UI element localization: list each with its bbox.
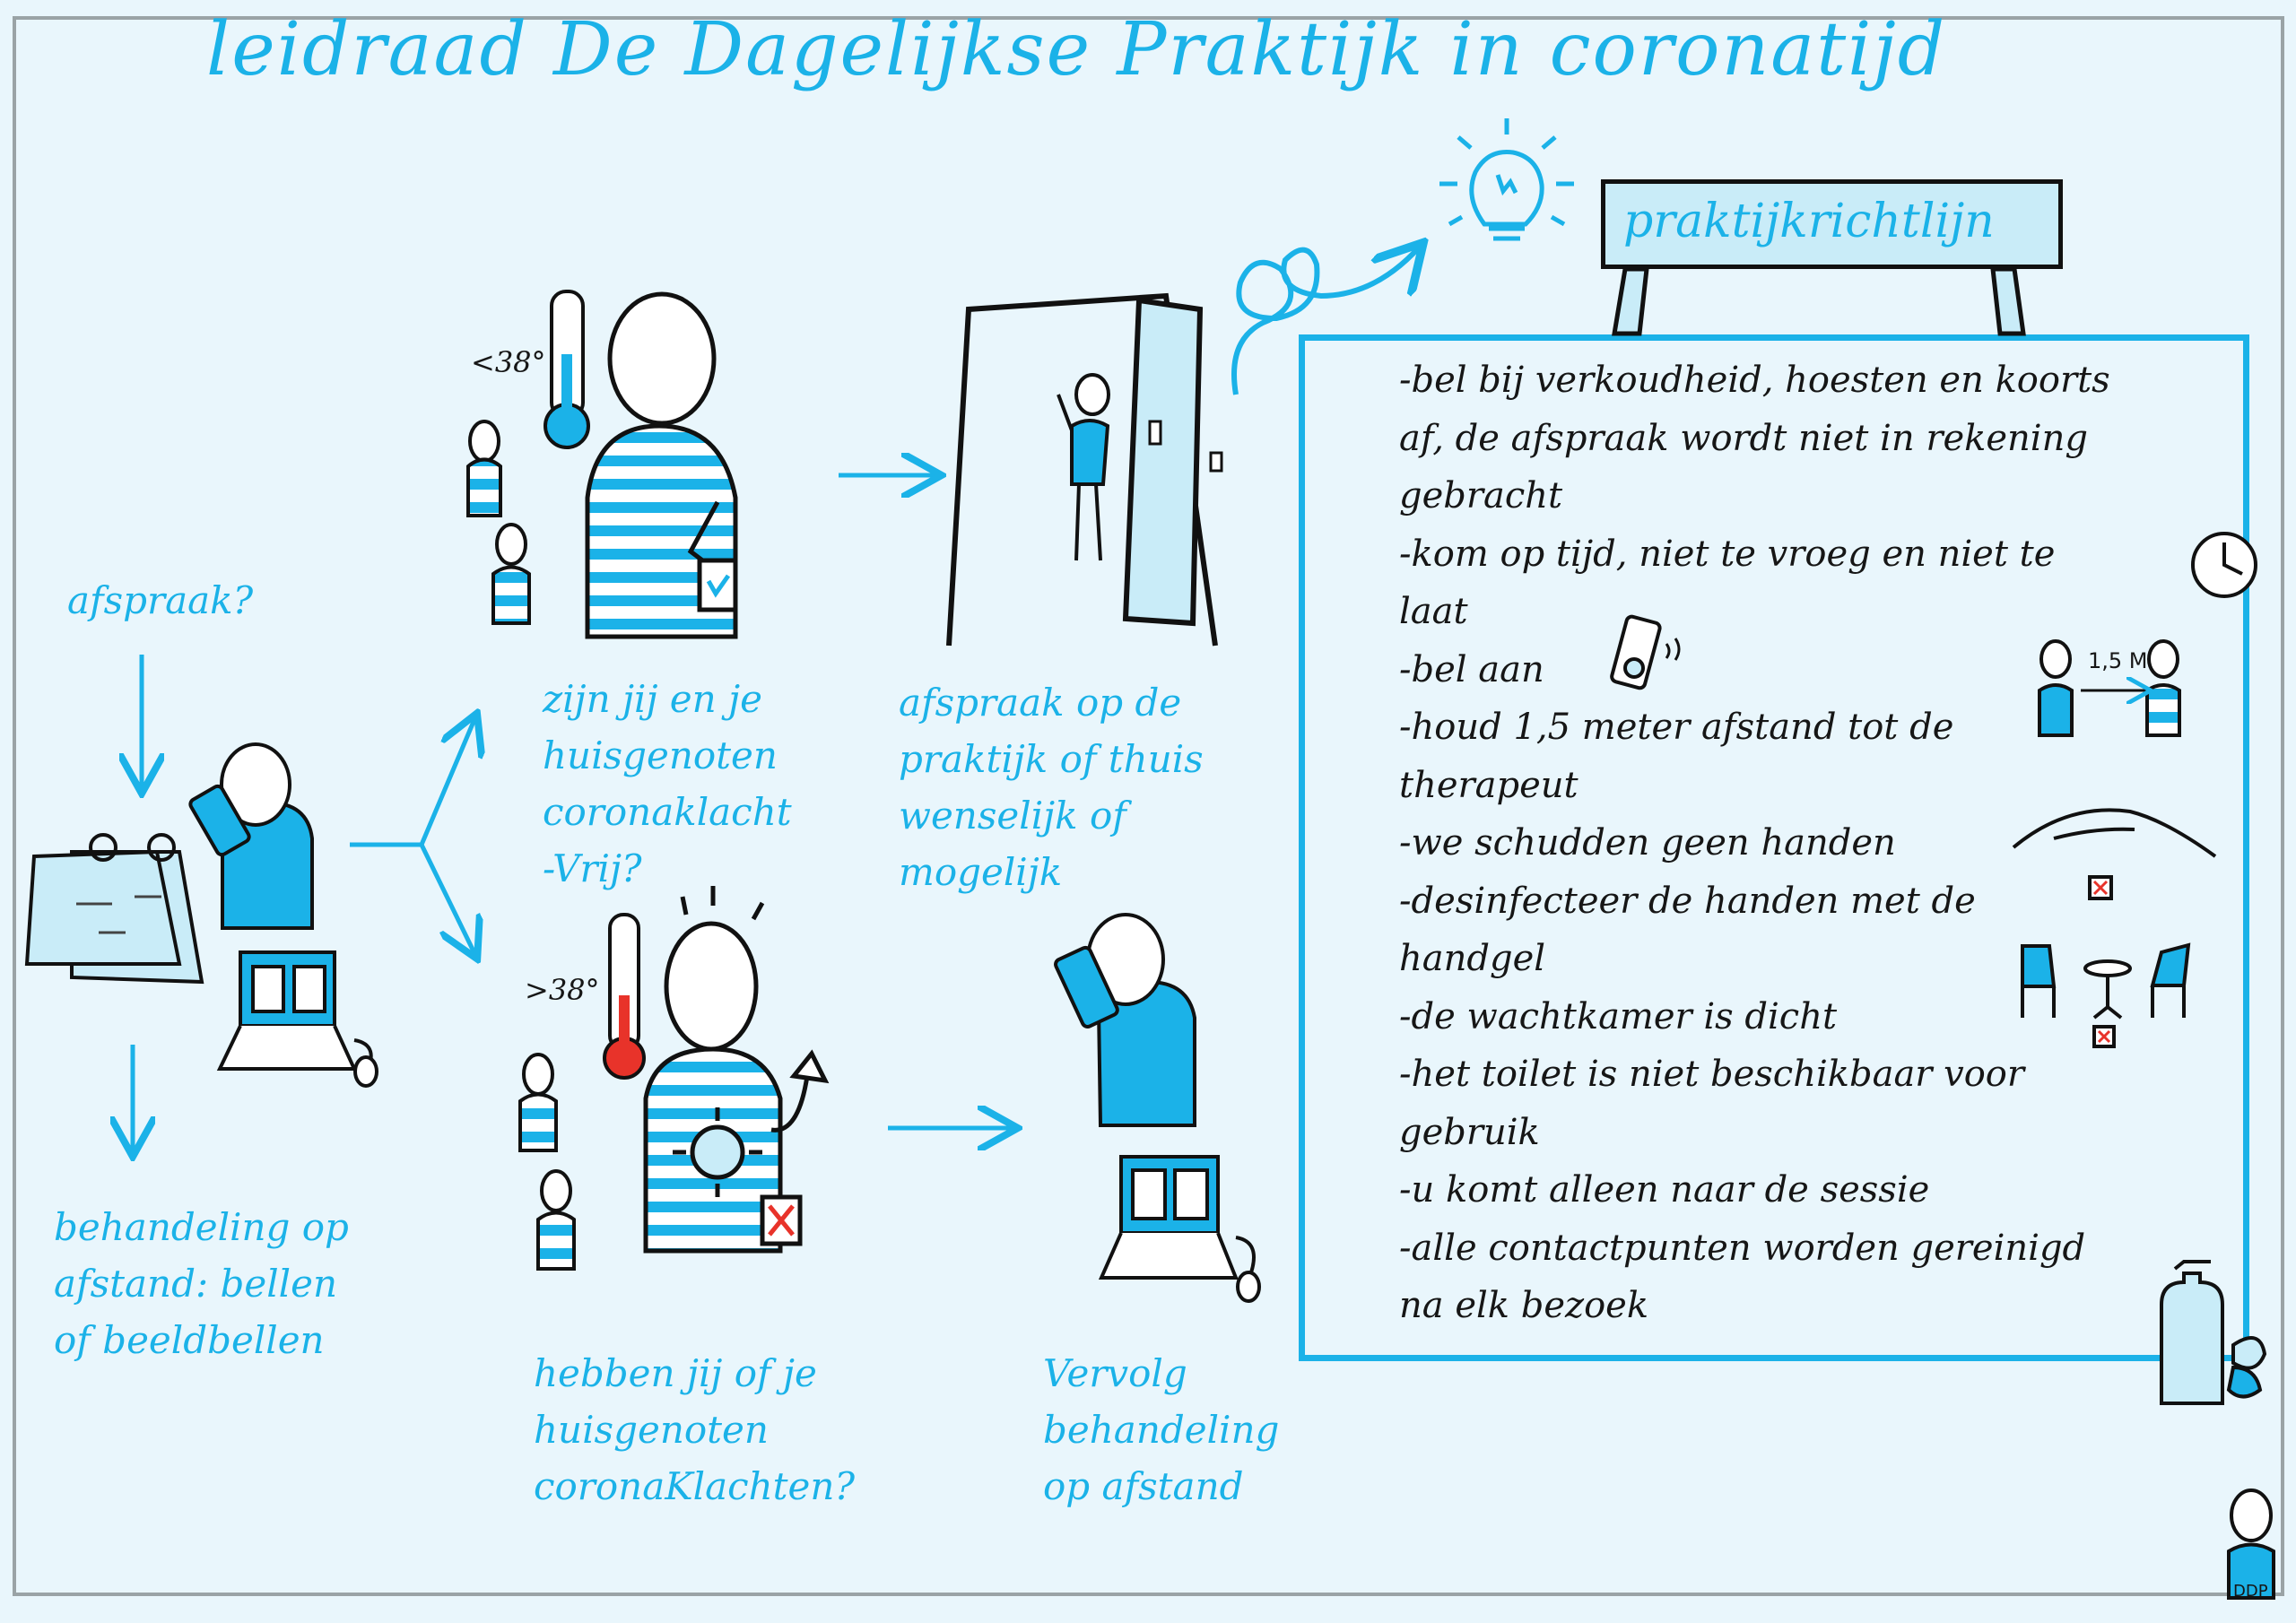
rule-line: -bel aan <box>1399 648 1544 690</box>
handshake-icon <box>2013 810 2215 898</box>
label-remote-treatment: behandeling op afstand: bellen of beeldbellen <box>54 1205 349 1362</box>
rule-line: af, de afspraak wordt niet in rekening <box>1399 417 2088 459</box>
clock-icon <box>2193 534 2256 596</box>
person-at-door <box>1058 375 1109 560</box>
rule-line: therapeut <box>1399 764 1578 806</box>
doorbell-icon <box>1611 615 1679 689</box>
rule-line: handgel <box>1399 938 1546 979</box>
rule-line: -het toilet is niet beschikbaar voor <box>1399 1054 2025 1095</box>
rule-line: -bel bij verkoudheid, hoesten en koorts <box>1399 360 2110 401</box>
artist-signature: DDP <box>2233 1582 2268 1601</box>
label-practice-visit: afspraak op de praktijk of thuis wenselijk of mogelijk <box>899 681 1204 894</box>
squiggle-connector <box>1234 247 1420 395</box>
sign-posts <box>1614 269 2023 334</box>
rule-line: -de wachtkamer is dicht <box>1399 995 1838 1037</box>
rule-line: gebracht <box>1399 475 1563 516</box>
thermometer-icon-low <box>545 291 588 447</box>
distance-label: 1,5 M <box>2088 648 2148 673</box>
rule-line: laat <box>1399 591 1468 632</box>
waiting-room-chairs-icon <box>2022 945 2188 1046</box>
label-afspraak: afspraak? <box>67 578 254 622</box>
person-healthy <box>587 294 735 637</box>
hand-sanitizer-icon <box>2161 1262 2265 1403</box>
rule-line: gebruik <box>1399 1111 1540 1153</box>
housemates-healthy <box>468 421 529 623</box>
sign-text: praktijkrichtlijn <box>1623 195 1995 248</box>
calendar-icon <box>27 835 202 982</box>
label-symptoms: hebben jij of je huisgenoten coronaKlachten? <box>534 1351 855 1508</box>
temp-low-label: <38° <box>471 345 546 379</box>
label-continue-remote: Vervolg behandeling op afstand <box>1043 1351 1280 1508</box>
temp-high-label: >38° <box>525 973 600 1007</box>
person-sick <box>646 886 825 1251</box>
label-symptom-free: zijn jij en je huisgenoten coronaklacht -Vrij? <box>543 677 792 890</box>
housemates-sick <box>520 1055 574 1269</box>
rule-line: -houd 1,5 meter afstand tot de <box>1399 707 1954 748</box>
rule-line: -kom op tijd, niet te vroeg en niet te <box>1399 533 2056 575</box>
rule-line: -alle contactpunten worden gereinigd <box>1399 1227 2086 1269</box>
laptop-icon-left <box>220 952 377 1086</box>
lightbulb-icon <box>1439 118 1574 239</box>
rule-line: na elk bezoek <box>1399 1285 1649 1326</box>
thermometer-icon-high <box>604 915 644 1078</box>
person-phone-left <box>188 744 312 928</box>
rule-line: -u komt alleen naar de sessie <box>1399 1169 1930 1211</box>
person-phone-right <box>1054 915 1195 1125</box>
rule-line: -desinfecteer de handen met de <box>1399 880 1976 922</box>
rule-line: -we schudden geen handen <box>1399 822 1896 864</box>
page-title: leidraad De Dagelijkse Praktijk in coronatijd <box>206 7 1947 92</box>
laptop-icon-right <box>1101 1157 1259 1301</box>
